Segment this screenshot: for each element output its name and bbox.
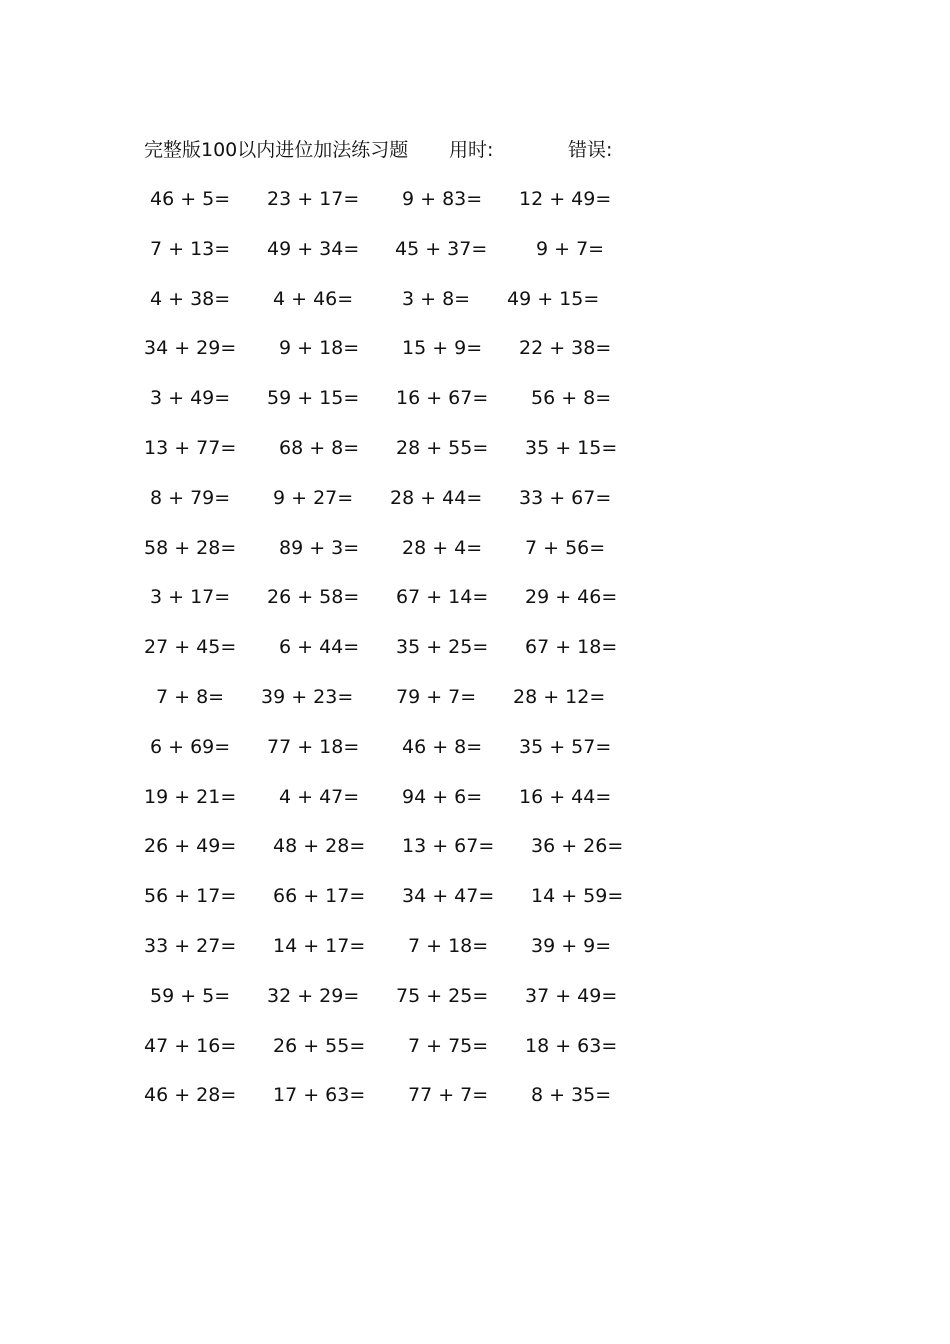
problem-r10-c4: 67 + 18= bbox=[525, 636, 618, 659]
problem-r8-c3: 28 + 4= bbox=[402, 536, 483, 559]
problem-r7-c2: 9 + 27= bbox=[273, 486, 354, 509]
problem-r19-c4: 8 + 35= bbox=[531, 1084, 612, 1107]
problem-r19-c1: 46 + 28= bbox=[144, 1084, 237, 1107]
problem-r3-c4: 49 + 15= bbox=[507, 287, 600, 310]
problem-r7-c4: 33 + 67= bbox=[519, 486, 612, 509]
problem-r10-c1: 27 + 45= bbox=[144, 636, 237, 659]
problem-r14-c4: 36 + 26= bbox=[531, 835, 624, 858]
problem-r12-c4: 35 + 57= bbox=[519, 735, 612, 758]
problem-r10-c3: 35 + 25= bbox=[396, 636, 489, 659]
problem-r2-c3: 45 + 37= bbox=[395, 237, 488, 260]
problem-r8-c1: 58 + 28= bbox=[144, 536, 237, 559]
problem-r17-c2: 32 + 29= bbox=[267, 984, 360, 1007]
problem-r5-c4: 56 + 8= bbox=[531, 387, 612, 410]
problem-r13-c1: 19 + 21= bbox=[144, 785, 237, 808]
problem-r2-c1: 7 + 13= bbox=[150, 237, 231, 260]
problem-r16-c1: 33 + 27= bbox=[144, 935, 237, 957]
problem-r15-c2: 66 + 17= bbox=[273, 885, 366, 908]
worksheet-title: 完整版100以内进位加法练习题 bbox=[144, 139, 409, 161]
problem-r17-c1: 59 + 5= bbox=[150, 984, 231, 1007]
problem-r17-c3: 75 + 25= bbox=[396, 984, 489, 1007]
problem-r12-c2: 77 + 18= bbox=[267, 735, 360, 758]
problem-r18-c2: 26 + 55= bbox=[273, 1034, 366, 1057]
problem-r16-c2: 14 + 17= bbox=[273, 935, 366, 957]
problem-r11-c2: 39 + 23= bbox=[261, 686, 354, 708]
problem-r5-c3: 16 + 67= bbox=[396, 387, 489, 410]
problem-r4-c2: 9 + 18= bbox=[279, 337, 360, 360]
problem-r19-c2: 17 + 63= bbox=[273, 1084, 366, 1107]
problem-r18-c4: 18 + 63= bbox=[525, 1034, 618, 1057]
problem-r13-c4: 16 + 44= bbox=[519, 785, 612, 808]
problem-r9-c3: 67 + 14= bbox=[396, 586, 489, 609]
problem-r14-c2: 48 + 28= bbox=[273, 835, 366, 858]
problem-r13-c2: 4 + 47= bbox=[279, 785, 360, 808]
problem-r9-c2: 26 + 58= bbox=[267, 586, 360, 609]
problem-r17-c4: 37 + 49= bbox=[525, 984, 618, 1007]
problem-r15-c1: 56 + 17= bbox=[144, 885, 237, 908]
problem-r6-c1: 13 + 77= bbox=[144, 437, 237, 459]
problem-r15-c4: 14 + 59= bbox=[531, 885, 624, 908]
problem-r1-c2: 23 + 17= bbox=[267, 188, 360, 210]
problem-r15-c3: 34 + 47= bbox=[402, 885, 495, 908]
problem-r3-c1: 4 + 38= bbox=[150, 287, 231, 310]
problem-r18-c1: 47 + 16= bbox=[144, 1034, 237, 1057]
problem-r2-c2: 49 + 34= bbox=[267, 237, 360, 260]
problem-r10-c2: 6 + 44= bbox=[279, 636, 360, 659]
problem-r8-c2: 89 + 3= bbox=[279, 536, 360, 559]
problem-r3-c3: 3 + 8= bbox=[402, 287, 471, 310]
problem-r1-c4: 12 + 49= bbox=[519, 188, 612, 210]
time-label: 用时: bbox=[449, 139, 494, 161]
problem-r2-c4: 9 + 7= bbox=[536, 237, 605, 260]
problem-r9-c1: 3 + 17= bbox=[150, 586, 231, 609]
problem-r12-c1: 6 + 69= bbox=[150, 735, 231, 758]
problem-r6-c4: 35 + 15= bbox=[525, 437, 618, 459]
problem-r11-c4: 28 + 12= bbox=[513, 686, 606, 708]
problem-r6-c2: 68 + 8= bbox=[279, 437, 360, 459]
problem-r8-c4: 7 + 56= bbox=[525, 536, 606, 559]
problem-r18-c3: 7 + 75= bbox=[408, 1034, 489, 1057]
errors-label: 错误: bbox=[568, 139, 613, 161]
problem-r7-c3: 28 + 44= bbox=[390, 486, 483, 509]
problem-r16-c4: 39 + 9= bbox=[531, 935, 612, 957]
problem-r11-c3: 79 + 7= bbox=[396, 686, 477, 708]
problem-r6-c3: 28 + 55= bbox=[396, 437, 489, 459]
problem-r5-c1: 3 + 49= bbox=[150, 387, 231, 410]
problem-r4-c4: 22 + 38= bbox=[519, 337, 612, 360]
problem-r12-c3: 46 + 8= bbox=[402, 735, 483, 758]
problem-r1-c1: 46 + 5= bbox=[150, 188, 231, 210]
problem-r7-c1: 8 + 79= bbox=[150, 486, 231, 509]
problem-r5-c2: 59 + 15= bbox=[267, 387, 360, 410]
problem-r16-c3: 7 + 18= bbox=[408, 935, 489, 957]
problem-r1-c3: 9 + 83= bbox=[402, 188, 483, 210]
problem-r3-c2: 4 + 46= bbox=[273, 287, 354, 310]
problem-r19-c3: 77 + 7= bbox=[408, 1084, 489, 1107]
problem-r14-c1: 26 + 49= bbox=[144, 835, 237, 858]
problem-r14-c3: 13 + 67= bbox=[402, 835, 495, 858]
problem-r13-c3: 94 + 6= bbox=[402, 785, 483, 808]
problem-r9-c4: 29 + 46= bbox=[525, 586, 618, 609]
problem-r4-c3: 15 + 9= bbox=[402, 337, 483, 360]
problem-r11-c1: 7 + 8= bbox=[156, 686, 225, 708]
problem-r4-c1: 34 + 29= bbox=[144, 337, 237, 360]
